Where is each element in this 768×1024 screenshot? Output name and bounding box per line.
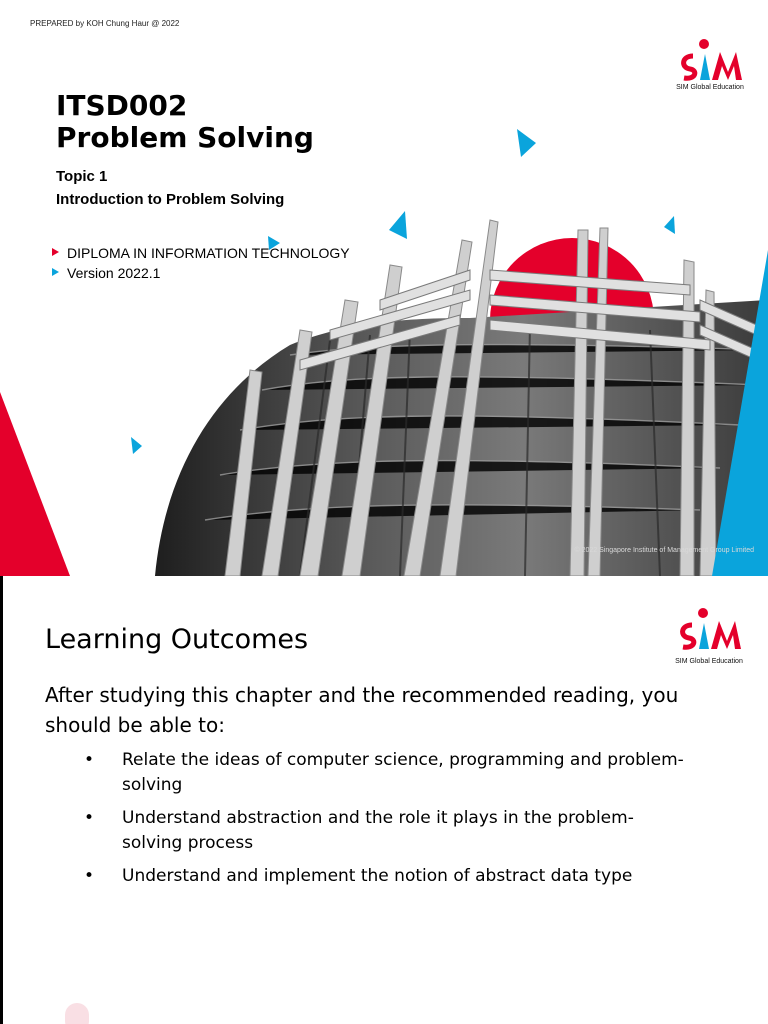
red-triangle-icon: [52, 248, 59, 256]
outcomes-list: [81, 748, 691, 897]
prepared-by: PREPARED by KOH Chung Haur @ 2022: [30, 19, 180, 28]
meta-text: Version 2022.1: [67, 265, 161, 281]
topic-heading: [56, 165, 284, 211]
bullet-icon: •: [84, 750, 95, 770]
list-item: [81, 806, 691, 856]
learning-outcomes-slide: [0, 576, 768, 1024]
sim-logo: [675, 602, 743, 665]
topic-number: Topic 1: [56, 168, 108, 185]
list-item-text: Relate the ideas of computer science, programming and problem-solving: [122, 750, 684, 795]
sim-logo-mark: [675, 602, 743, 658]
course-title: [56, 90, 314, 154]
red-corner-shape: [0, 392, 70, 576]
list-item: [81, 748, 691, 798]
blue-triangle-deco: [389, 211, 407, 239]
copyright-notice: © 2022 Singapore Institute of Management Group Limited: [574, 547, 754, 554]
intro-paragraph: After studying this chapter and the recommended reading, you should be able to:: [45, 683, 679, 737]
sim-logo-mark: [676, 38, 744, 84]
blue-triangle-deco: [664, 216, 675, 234]
slide-heading: Learning Outcomes: [45, 624, 309, 655]
course-code: ITSD002: [56, 89, 188, 122]
bullet-icon: •: [84, 866, 95, 886]
list-item-text: Understand and implement the notion of abstract data type: [122, 866, 633, 886]
pink-decoration: [65, 1003, 89, 1024]
meta-item-diploma: [52, 243, 350, 263]
bullet-icon: •: [84, 808, 95, 828]
list-item-text: Understand abstraction and the role it plays in the problem-solving process: [122, 808, 634, 853]
topic-name: Introduction to Problem Solving: [56, 191, 285, 208]
course-name: Problem Solving: [56, 121, 314, 154]
course-meta-list: [52, 243, 350, 283]
logo-caption: SIM Global Education: [675, 658, 743, 665]
blue-triangle-deco: [517, 129, 536, 157]
logo-caption: SIM Global Education: [676, 84, 744, 91]
meta-item-version: [52, 263, 350, 283]
blue-triangle-icon: [52, 268, 59, 276]
meta-text: DIPLOMA IN INFORMATION TECHNOLOGY: [67, 245, 350, 261]
blue-triangle-deco: [131, 437, 142, 454]
list-item: [81, 864, 691, 889]
sim-logo: [676, 38, 744, 91]
